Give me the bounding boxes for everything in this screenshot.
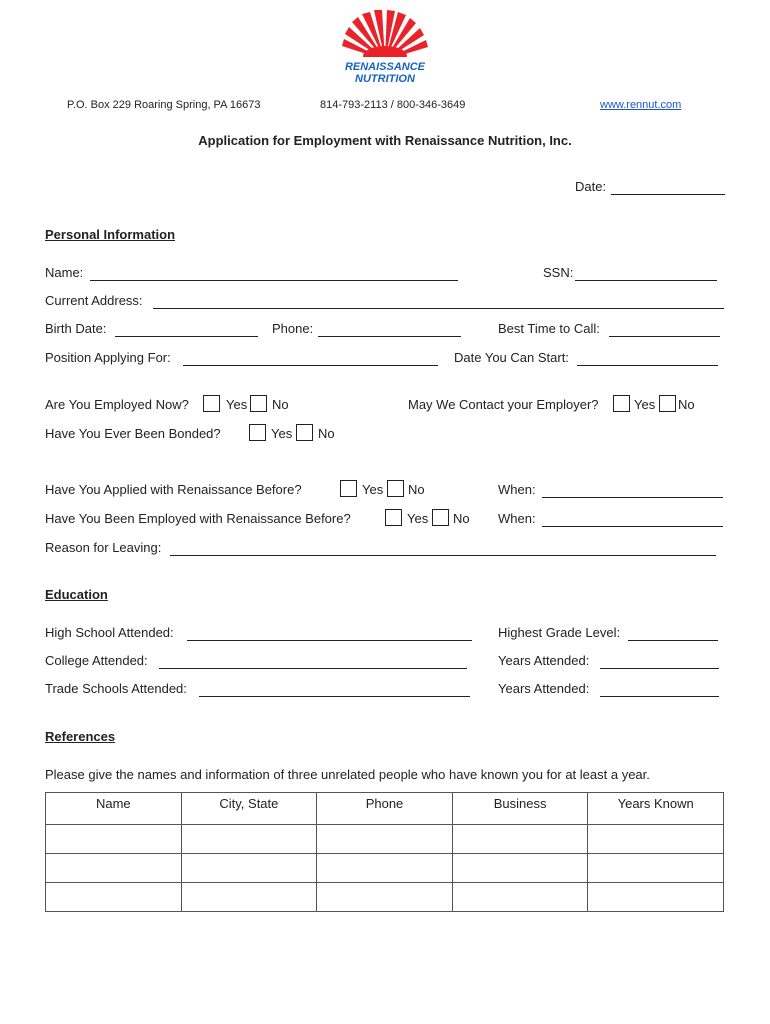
table-row — [46, 883, 724, 912]
start-date-field[interactable] — [577, 365, 718, 366]
best-time-field[interactable] — [609, 336, 720, 337]
date-field[interactable] — [611, 194, 725, 195]
references-table — [45, 792, 724, 912]
table-cell[interactable] — [452, 825, 588, 854]
reason-leaving-label: Reason for Leaving: — [45, 540, 162, 555]
applied-when-label: When: — [498, 482, 536, 497]
employed-before-yes-checkbox[interactable] — [385, 509, 402, 526]
highest-grade-label: Highest Grade Level: — [498, 625, 621, 640]
high-school-field[interactable] — [187, 640, 472, 641]
employed-before-no-label: No — [453, 511, 470, 526]
date-label: Date: — [575, 179, 607, 194]
position-label: Position Applying For: — [45, 350, 171, 365]
bonded-yes-checkbox[interactable] — [249, 424, 266, 441]
contact-employer-label: May We Contact your Employer? — [408, 397, 599, 412]
column-header-business: Business — [452, 793, 588, 825]
contact-employer-no-label: No — [678, 397, 695, 412]
bonded-no-checkbox[interactable] — [296, 424, 313, 441]
column-header-years-known: Years Known — [588, 793, 724, 825]
trade-years-field[interactable] — [600, 696, 719, 697]
trade-years-label: Years Attended: — [498, 681, 590, 696]
ssn-field[interactable] — [575, 280, 717, 281]
table-cell[interactable] — [46, 854, 182, 883]
column-header-phone: Phone — [317, 793, 453, 825]
contact-employer-yes-checkbox[interactable] — [613, 395, 630, 412]
personal-info-heading: Personal Information — [45, 227, 176, 242]
table-cell[interactable] — [588, 825, 724, 854]
current-address-label: Current Address: — [45, 293, 143, 308]
employed-when-field[interactable] — [542, 526, 723, 527]
employed-now-label: Are You Employed Now? — [45, 397, 189, 412]
bonded-label: Have You Ever Been Bonded? — [45, 426, 221, 441]
best-time-label: Best Time to Call: — [498, 321, 600, 336]
applied-when-field[interactable] — [542, 497, 723, 498]
college-years-field[interactable] — [600, 668, 719, 669]
employed-when-label: When: — [498, 511, 536, 526]
contact-employer-yes-label: Yes — [634, 397, 656, 412]
birth-date-label: Birth Date: — [45, 321, 107, 336]
table-cell[interactable] — [317, 825, 453, 854]
table-cell[interactable] — [588, 854, 724, 883]
applied-before-no-label: No — [408, 482, 425, 497]
bonded-no-label: No — [318, 426, 335, 441]
reason-leaving-field[interactable] — [170, 555, 716, 556]
name-field[interactable] — [90, 280, 458, 281]
applied-before-no-checkbox[interactable] — [387, 480, 404, 497]
company-phones: 814-793-2113 / 800-346-3649 — [320, 99, 466, 111]
start-date-label: Date You Can Start: — [454, 350, 569, 365]
logo-line-2: NUTRITION — [355, 73, 415, 85]
education-heading: Education — [45, 587, 108, 602]
employed-now-no-checkbox[interactable] — [250, 395, 267, 412]
applied-before-label: Have You Applied with Renaissance Before? — [45, 482, 302, 497]
table-cell[interactable] — [452, 883, 588, 912]
name-label: Name: — [45, 265, 84, 280]
table-cell[interactable] — [317, 854, 453, 883]
table-cell[interactable] — [317, 883, 453, 912]
ssn-label: SSN: — [543, 265, 574, 280]
college-label: College Attended: — [45, 653, 148, 668]
applied-before-yes-checkbox[interactable] — [340, 480, 357, 497]
employed-before-label: Have You Been Employed with Renaissance Before? — [45, 511, 351, 526]
contact-employer-no-checkbox[interactable] — [659, 395, 676, 412]
references-header-row — [46, 793, 724, 825]
position-field[interactable] — [183, 365, 438, 366]
table-cell[interactable] — [181, 854, 317, 883]
company-logo — [340, 10, 430, 90]
table-cell[interactable] — [588, 883, 724, 912]
company-address: P.O. Box 229 Roaring Spring, PA 16673 — [67, 99, 261, 111]
phone-label: Phone: — [272, 321, 314, 336]
references-heading: References — [45, 729, 116, 744]
table-row — [46, 825, 724, 854]
college-years-label: Years Attended: — [498, 653, 590, 668]
table-cell[interactable] — [181, 825, 317, 854]
table-cell[interactable] — [46, 825, 182, 854]
references-instructions: Please give the names and information of three unrelated people who have known you for at least a year. — [45, 767, 650, 782]
bonded-yes-label: Yes — [271, 426, 293, 441]
logo-line-1: RENAISSANCE — [344, 61, 426, 73]
trade-school-field[interactable] — [199, 696, 470, 697]
column-header-name: Name — [46, 793, 182, 825]
column-header-city-state: City, State — [181, 793, 317, 825]
highest-grade-field[interactable] — [628, 640, 718, 641]
table-cell[interactable] — [181, 883, 317, 912]
logo-wordmark — [340, 61, 430, 85]
table-row — [46, 854, 724, 883]
website-link[interactable]: www.rennut.com — [600, 99, 682, 111]
employed-before-no-checkbox[interactable] — [432, 509, 449, 526]
phone-field[interactable] — [318, 336, 461, 337]
employed-now-no-label: No — [272, 397, 289, 412]
employed-now-yes-checkbox[interactable] — [203, 395, 220, 412]
table-cell[interactable] — [452, 854, 588, 883]
employed-before-yes-label: Yes — [407, 511, 429, 526]
sunburst-logo-icon — [340, 10, 430, 62]
birth-date-field[interactable] — [115, 336, 258, 337]
applied-before-yes-label: Yes — [362, 482, 384, 497]
college-field[interactable] — [159, 668, 467, 669]
table-cell[interactable] — [46, 883, 182, 912]
employed-now-yes-label: Yes — [226, 397, 248, 412]
current-address-field[interactable] — [153, 308, 724, 309]
page-title: Application for Employment with Renaissance Nutrition, Inc. — [198, 133, 572, 148]
trade-school-label: Trade Schools Attended: — [45, 681, 187, 696]
high-school-label: High School Attended: — [45, 625, 174, 640]
